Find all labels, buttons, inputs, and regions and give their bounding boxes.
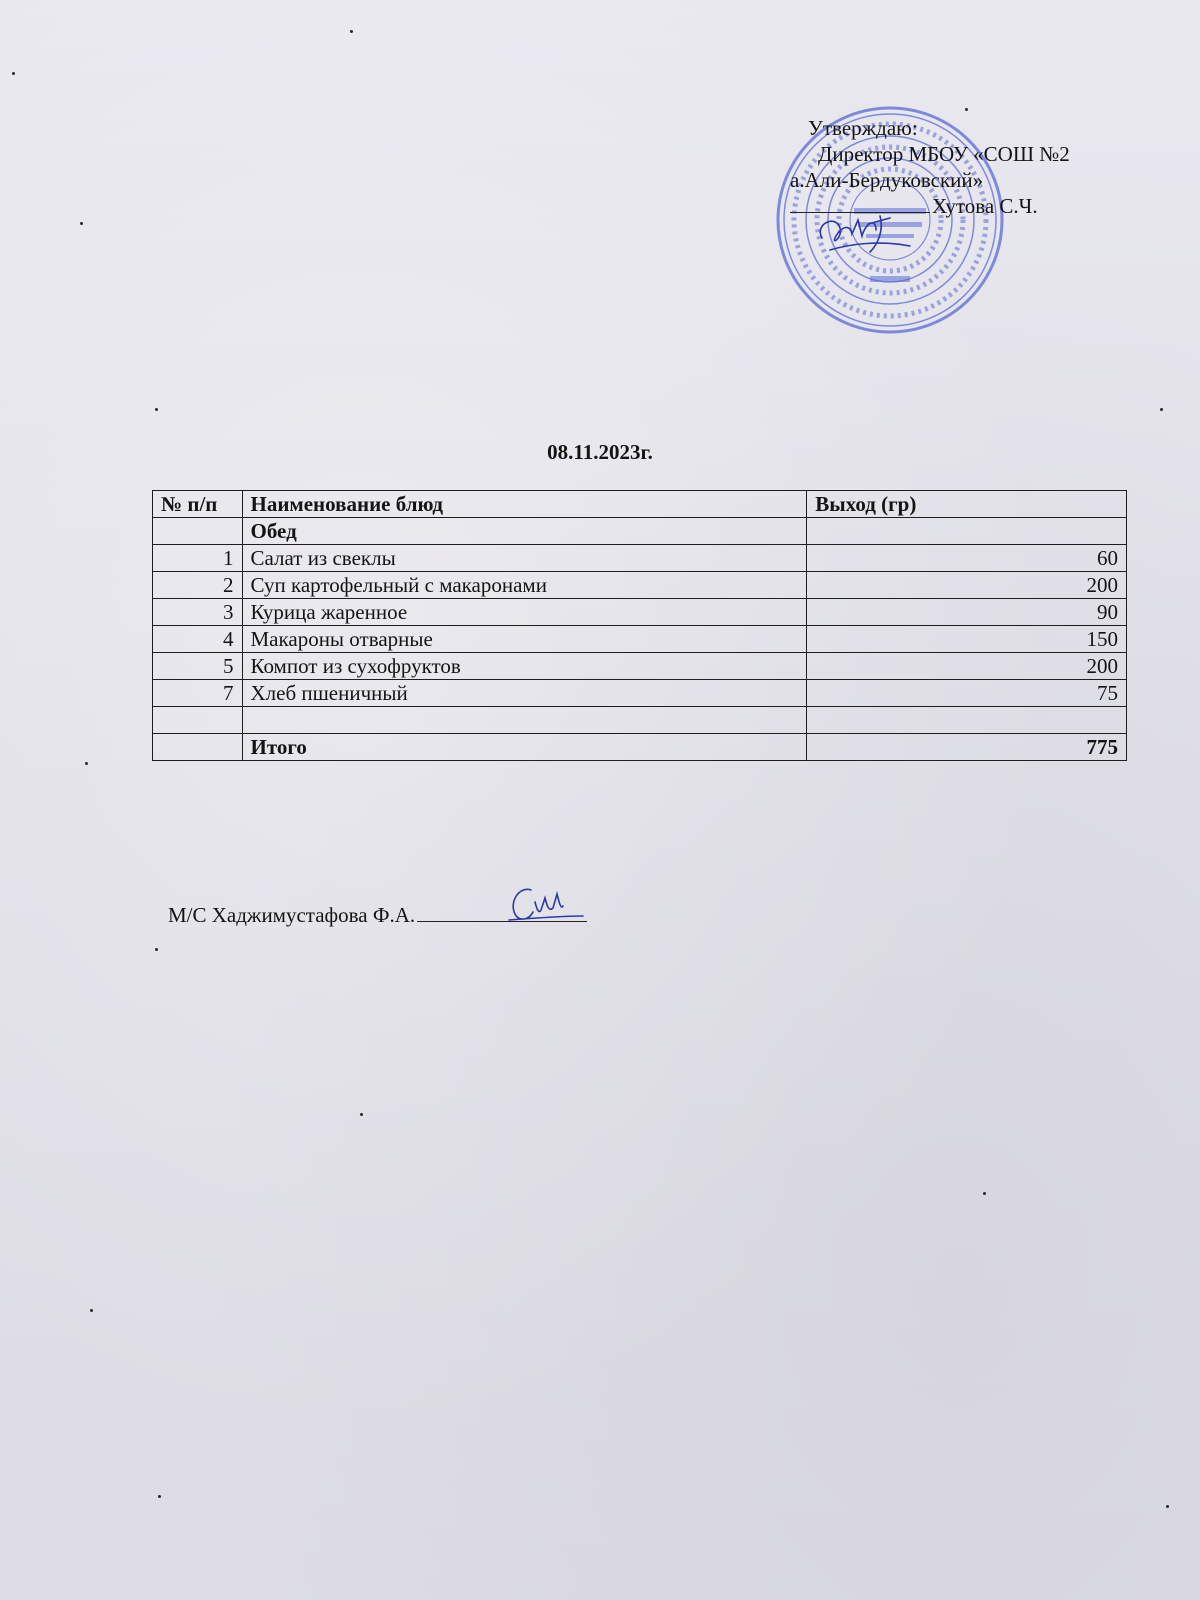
speck <box>90 1309 93 1312</box>
speck <box>1160 408 1163 411</box>
table-cell <box>153 518 243 545</box>
director-name: Хутова С.Ч. <box>932 194 1038 218</box>
menu-table <box>152 490 1127 761</box>
table-cell <box>153 707 243 734</box>
total-label: Итого <box>242 734 807 761</box>
dish-output: 60 <box>807 545 1127 572</box>
dish-output: 200 <box>807 653 1127 680</box>
header-number: № п/п <box>153 491 243 518</box>
approval-title: Утверждаю: <box>808 116 918 140</box>
director-position: Директор МБОУ «СОШ №2 <box>818 142 1070 166</box>
dish-name: Компот из сухофруктов <box>242 653 807 680</box>
dish-output: 150 <box>807 626 1127 653</box>
table-row <box>153 653 1127 680</box>
speck <box>360 1113 363 1116</box>
speck <box>1166 1505 1169 1508</box>
row-number: 3 <box>153 599 243 626</box>
table-header-row <box>153 491 1127 518</box>
dish-name: Макароны отварные <box>242 626 807 653</box>
row-number: 1 <box>153 545 243 572</box>
menu-date: 08.11.2023г. <box>547 440 653 464</box>
nurse-name: М/С Хаджимустафова Ф.А. <box>168 903 416 927</box>
speck <box>158 1495 161 1498</box>
speck <box>350 30 353 33</box>
speck <box>12 72 15 75</box>
table-row <box>153 599 1127 626</box>
total-row <box>153 734 1127 761</box>
total-value: 775 <box>807 734 1127 761</box>
speck <box>983 1192 986 1195</box>
speck <box>155 948 158 951</box>
director-signature-icon <box>810 200 920 260</box>
dish-output: 90 <box>807 599 1127 626</box>
row-number: 5 <box>153 653 243 680</box>
table-row <box>153 626 1127 653</box>
nurse-signature-icon <box>505 880 585 930</box>
table-cell <box>153 734 243 761</box>
table-cell <box>242 707 807 734</box>
header-dish-name: Наименование блюд <box>242 491 807 518</box>
dish-name: Салат из свеклы <box>242 545 807 572</box>
header-output: Выход (гр) <box>807 491 1127 518</box>
speck <box>155 408 158 411</box>
dish-name: Курица жаренное <box>242 599 807 626</box>
dish-output: 200 <box>807 572 1127 599</box>
dish-name: Суп картофельный с макаронами <box>242 572 807 599</box>
row-number: 4 <box>153 626 243 653</box>
table-row <box>153 572 1127 599</box>
dish-name: Хлеб пшеничный <box>242 680 807 707</box>
dish-output: 75 <box>807 680 1127 707</box>
table-cell <box>807 518 1127 545</box>
section-row <box>153 518 1127 545</box>
table-cell <box>807 707 1127 734</box>
speck <box>85 762 88 765</box>
row-number: 2 <box>153 572 243 599</box>
section-label: Обед <box>242 518 807 545</box>
row-number: 7 <box>153 680 243 707</box>
table-row <box>153 680 1127 707</box>
speck <box>80 222 83 225</box>
table-row <box>153 545 1127 572</box>
school-location: а.Али-Бердуковский» <box>790 168 984 192</box>
empty-row <box>153 707 1127 734</box>
